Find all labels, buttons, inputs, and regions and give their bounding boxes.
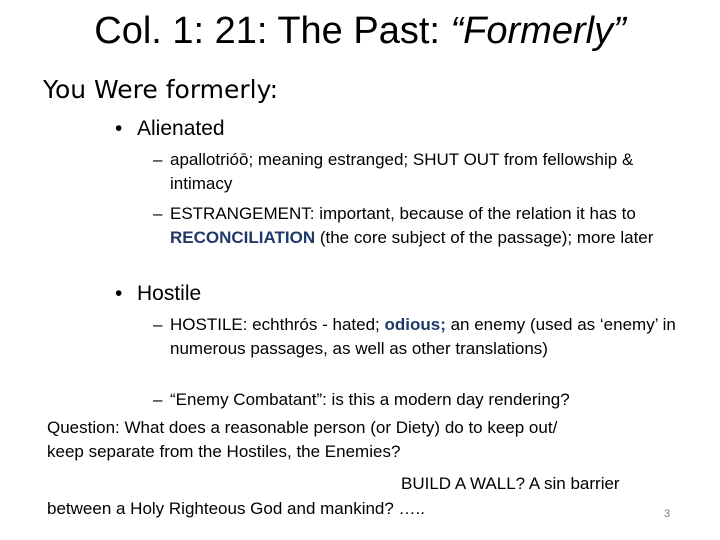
question-line-1: Question: What does a reasonable person (or Diety) do to keep out/ bbox=[47, 418, 558, 437]
slide-number: 3 bbox=[664, 508, 671, 520]
emphasis-reconciliation: RECONCILIATION bbox=[170, 228, 316, 247]
sub-bullet-estrangement bbox=[153, 202, 668, 250]
bullet-alienated bbox=[115, 116, 225, 142]
sub-bullet-text bbox=[153, 202, 668, 250]
question-line-2: keep separate from the Hostiles, the Enemies? bbox=[47, 442, 401, 461]
dash-icon: – bbox=[153, 315, 163, 334]
text-segment: an enemy (used as ‘enemy’ in numerous passages, as well as other translations) bbox=[170, 315, 676, 358]
bullet-hostile bbox=[115, 281, 201, 307]
title-main: Col. 1: 21: The Past: bbox=[94, 10, 451, 52]
dash-icon: – bbox=[153, 150, 163, 169]
bullet-dot-icon: • bbox=[115, 117, 123, 140]
sub-bullet-text: “Enemy Combatant”: is this a modern day rendering? bbox=[170, 390, 570, 409]
sub-bullet-text bbox=[153, 313, 678, 361]
dash-icon: – bbox=[153, 390, 163, 409]
subheading: You Were formerly: bbox=[43, 75, 279, 104]
bullet-label: Hostile bbox=[137, 282, 202, 305]
sub-bullet-apallotrioo bbox=[153, 148, 653, 196]
question-line-4: between a Holy Righteous God and mankind? ….. bbox=[47, 499, 426, 518]
dash-icon: – bbox=[153, 204, 163, 223]
sub-bullet-text: apallotrióō; meaning estranged; SHUT OUT from fellowship & intimacy bbox=[170, 150, 634, 193]
sub-bullet-hostile-def bbox=[153, 313, 678, 361]
question-line-3: BUILD A WALL? A sin barrier bbox=[401, 474, 620, 493]
text-segment: HOSTILE: echthrós - hated; bbox=[170, 315, 385, 334]
bullet-dot-icon: • bbox=[115, 282, 123, 305]
bullet-label: Alienated bbox=[137, 117, 225, 140]
text-segment: ESTRANGEMENT: important, because of the relation it has to bbox=[170, 204, 636, 223]
title-italic: “Formerly” bbox=[450, 10, 626, 52]
emphasis-odious: odious; bbox=[384, 315, 446, 334]
slide-title bbox=[0, 8, 720, 54]
sub-bullet-enemy-combatant bbox=[153, 388, 693, 412]
text-segment: (the core subject of the passage); more later bbox=[315, 228, 654, 247]
